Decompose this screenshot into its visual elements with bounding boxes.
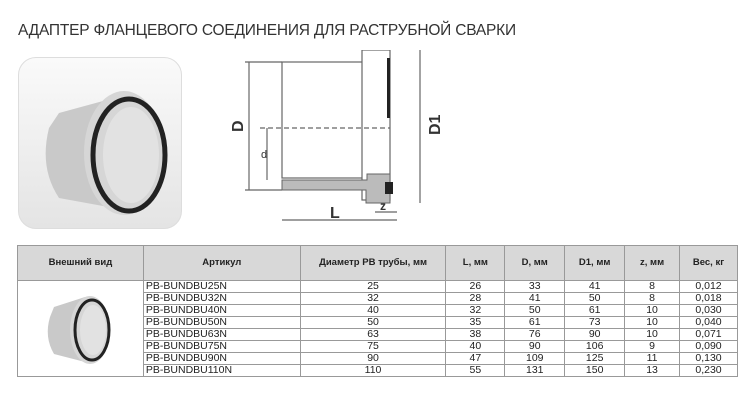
column-header: D, мм [505, 246, 565, 281]
value-cell: 55 [446, 365, 505, 377]
value-cell: 131 [505, 365, 565, 377]
value-cell: 26 [446, 281, 505, 293]
value-cell: 109 [505, 353, 565, 365]
value-cell: 110 [300, 365, 446, 377]
value-cell: 32 [300, 293, 446, 305]
value-cell: 11 [625, 353, 680, 365]
value-cell: 0,030 [680, 305, 738, 317]
article-cell: PB-BUNDBU63N [143, 329, 300, 341]
value-cell: 33 [505, 281, 565, 293]
dimension-L: L [330, 205, 340, 222]
value-cell: 40 [446, 341, 505, 353]
value-cell: 90 [505, 341, 565, 353]
value-cell: 0,230 [680, 365, 738, 377]
value-cell: 0,071 [680, 329, 738, 341]
value-cell: 50 [565, 293, 625, 305]
value-cell: 13 [625, 365, 680, 377]
value-cell: 41 [505, 293, 565, 305]
value-cell: 50 [505, 305, 565, 317]
value-cell: 125 [565, 353, 625, 365]
technical-drawing [225, 50, 455, 235]
adapter-image [19, 58, 181, 228]
article-cell: PB-BUNDBU40N [143, 305, 300, 317]
article-cell: PB-BUNDBU32N [143, 293, 300, 305]
article-cell: PB-BUNDBU90N [143, 353, 300, 365]
column-header: Артикул [143, 246, 300, 281]
value-cell: 90 [300, 353, 446, 365]
value-cell: 150 [565, 365, 625, 377]
value-cell: 41 [565, 281, 625, 293]
value-cell: 73 [565, 317, 625, 329]
article-cell: PB-BUNDBU110N [143, 365, 300, 377]
value-cell: 50 [300, 317, 446, 329]
dimension-D: D [230, 120, 247, 132]
value-cell: 9 [625, 341, 680, 353]
value-cell: 32 [446, 305, 505, 317]
column-header: Вес, кг [680, 246, 738, 281]
article-cell: PB-BUNDBU50N [143, 317, 300, 329]
value-cell: 25 [300, 281, 446, 293]
value-cell: 76 [505, 329, 565, 341]
value-cell: 47 [446, 353, 505, 365]
value-cell: 0,012 [680, 281, 738, 293]
value-cell: 28 [446, 293, 505, 305]
value-cell: 0,018 [680, 293, 738, 305]
column-header: L, мм [446, 246, 505, 281]
value-cell: 8 [625, 293, 680, 305]
value-cell: 10 [625, 329, 680, 341]
value-cell: 10 [625, 317, 680, 329]
value-cell: 0,040 [680, 317, 738, 329]
column-header: Диаметр PB трубы, мм [300, 246, 446, 281]
column-header: z, мм [625, 246, 680, 281]
table-row [18, 281, 738, 293]
column-header: Внешний вид [18, 246, 144, 281]
value-cell: 0,130 [680, 353, 738, 365]
value-cell: 61 [505, 317, 565, 329]
product-photo [18, 57, 182, 229]
page-title: АДАПТЕР ФЛАНЦЕВОГО СОЕДИНЕНИЯ ДЛЯ РАСТРУБНОЙ СВАРКИ [18, 22, 516, 39]
value-cell: 35 [446, 317, 505, 329]
dimension-D1: D1 [427, 114, 444, 135]
product-thumbnail [18, 281, 144, 377]
spec-table [17, 245, 738, 377]
value-cell: 8 [625, 281, 680, 293]
value-cell: 40 [300, 305, 446, 317]
value-cell: 90 [565, 329, 625, 341]
value-cell: 38 [446, 329, 505, 341]
column-header: D1, мм [565, 246, 625, 281]
value-cell: 10 [625, 305, 680, 317]
value-cell: 106 [565, 341, 625, 353]
value-cell: 63 [300, 329, 446, 341]
article-cell: PB-BUNDBU75N [143, 341, 300, 353]
value-cell: 0,090 [680, 341, 738, 353]
value-cell: 75 [300, 341, 446, 353]
dimension-d: d [261, 149, 268, 161]
article-cell: PB-BUNDBU25N [143, 281, 300, 293]
value-cell: 61 [565, 305, 625, 317]
dimension-z: z [380, 199, 386, 213]
